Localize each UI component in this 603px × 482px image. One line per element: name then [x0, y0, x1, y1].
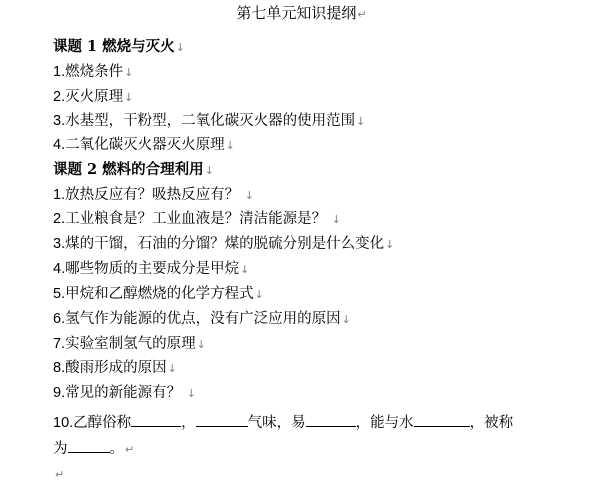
answer-blank-1[interactable] [131, 412, 181, 427]
item-number: 7. [53, 336, 66, 352]
fill-in-item-10 [53, 412, 513, 433]
item-text: 。 [109, 441, 124, 457]
item-text: 二氧化碳灭火器灭火原理 [65, 137, 225, 153]
line-break-mark: ↓ [244, 189, 254, 202]
fill-in-item-10-continued [53, 438, 134, 460]
line-break-mark: ↓ [204, 164, 214, 177]
list-item [53, 383, 196, 404]
item-number: 2. [53, 211, 66, 227]
paragraph-mark: ↵ [125, 443, 135, 456]
heading-text: 课题 1 燃烧与灭火 [53, 38, 175, 55]
item-text: 为 [53, 441, 68, 457]
item-number: 3. [53, 236, 66, 252]
list-item [53, 234, 394, 255]
line-break-mark: ↓ [356, 115, 366, 128]
paragraph-mark: ↵ [357, 8, 367, 21]
line-break-mark: ↓ [240, 263, 250, 276]
item-text: 放热反应有？吸热反应有？ [65, 187, 240, 203]
item-text: 工业粮食是？工业血液是？清洁能源是？ [65, 211, 327, 227]
line-break-mark: ↓ [124, 91, 134, 104]
item-text: 气味，易 [247, 415, 306, 431]
empty-paragraph [54, 463, 64, 482]
item-number: 5. [53, 286, 66, 302]
item-number: 2. [53, 89, 66, 105]
list-item [53, 135, 235, 156]
title-text: 第七单元知识提纲 [236, 4, 357, 22]
line-break-mark: ↓ [254, 288, 264, 301]
item-number: 8. [53, 360, 66, 376]
answer-blank-3[interactable] [306, 412, 356, 427]
line-break-mark: ↓ [167, 362, 177, 375]
line-break-mark: ↓ [186, 387, 196, 400]
item-text: 水基型，干粉型，二氧化碳灭火器的使用范围 [65, 113, 356, 129]
item-text: ，被称 [469, 415, 514, 431]
list-item [53, 87, 133, 108]
line-break-mark: ↓ [225, 139, 235, 152]
item-number: 1. [53, 64, 66, 80]
paragraph-mark: ↵ [55, 468, 65, 481]
item-number: 4. [53, 261, 66, 277]
answer-blank-4[interactable] [414, 412, 470, 427]
list-item [53, 358, 177, 379]
item-text: 哪些物质的主要成分是甲烷 [65, 261, 240, 277]
heading-text: 课题 2 燃料的合理利用 [53, 161, 204, 178]
list-item [53, 185, 254, 206]
line-break-mark: ↓ [341, 313, 351, 326]
line-break-mark: ↓ [124, 66, 134, 79]
list-item [53, 284, 264, 305]
document-title [0, 3, 603, 25]
line-break-mark: ↓ [331, 213, 341, 226]
item-text: ， [181, 415, 196, 431]
item-text: 煤的干馏，石油的分馏？煤的脱硫分别是什么变化 [65, 236, 385, 252]
answer-blank-2[interactable] [196, 412, 248, 427]
item-text: 实验室制氢气的原理 [65, 336, 196, 352]
item-text: 燃烧条件 [65, 64, 124, 80]
section-heading-1 [53, 37, 185, 58]
list-item [53, 209, 341, 230]
item-number: 1. [53, 187, 66, 203]
item-text: 乙醇俗称 [73, 415, 132, 431]
answer-blank-5[interactable] [68, 438, 110, 453]
item-text: 灭火原理 [65, 89, 124, 105]
item-number: 6. [53, 311, 66, 327]
item-number: 9. [53, 385, 66, 401]
line-break-mark: ↓ [385, 238, 395, 251]
item-number: 4. [53, 137, 66, 153]
list-item [53, 259, 249, 280]
item-text: 酸雨形成的原因 [65, 360, 167, 376]
item-text: ，能与水 [355, 415, 414, 431]
list-item [53, 334, 206, 355]
item-number: 10. [53, 415, 74, 431]
item-text: 氢气作为能源的优点，没有广泛应用的原因 [65, 311, 341, 327]
item-text: 甲烷和乙醇燃烧的化学方程式 [65, 286, 254, 302]
line-break-mark: ↓ [196, 338, 206, 351]
list-item [53, 111, 365, 132]
item-text: 常见的新能源有？ [65, 385, 182, 401]
list-item [53, 309, 351, 330]
item-number: 3. [53, 113, 66, 129]
line-break-mark: ↓ [175, 41, 185, 54]
section-heading-2 [53, 160, 214, 181]
list-item [53, 62, 133, 83]
